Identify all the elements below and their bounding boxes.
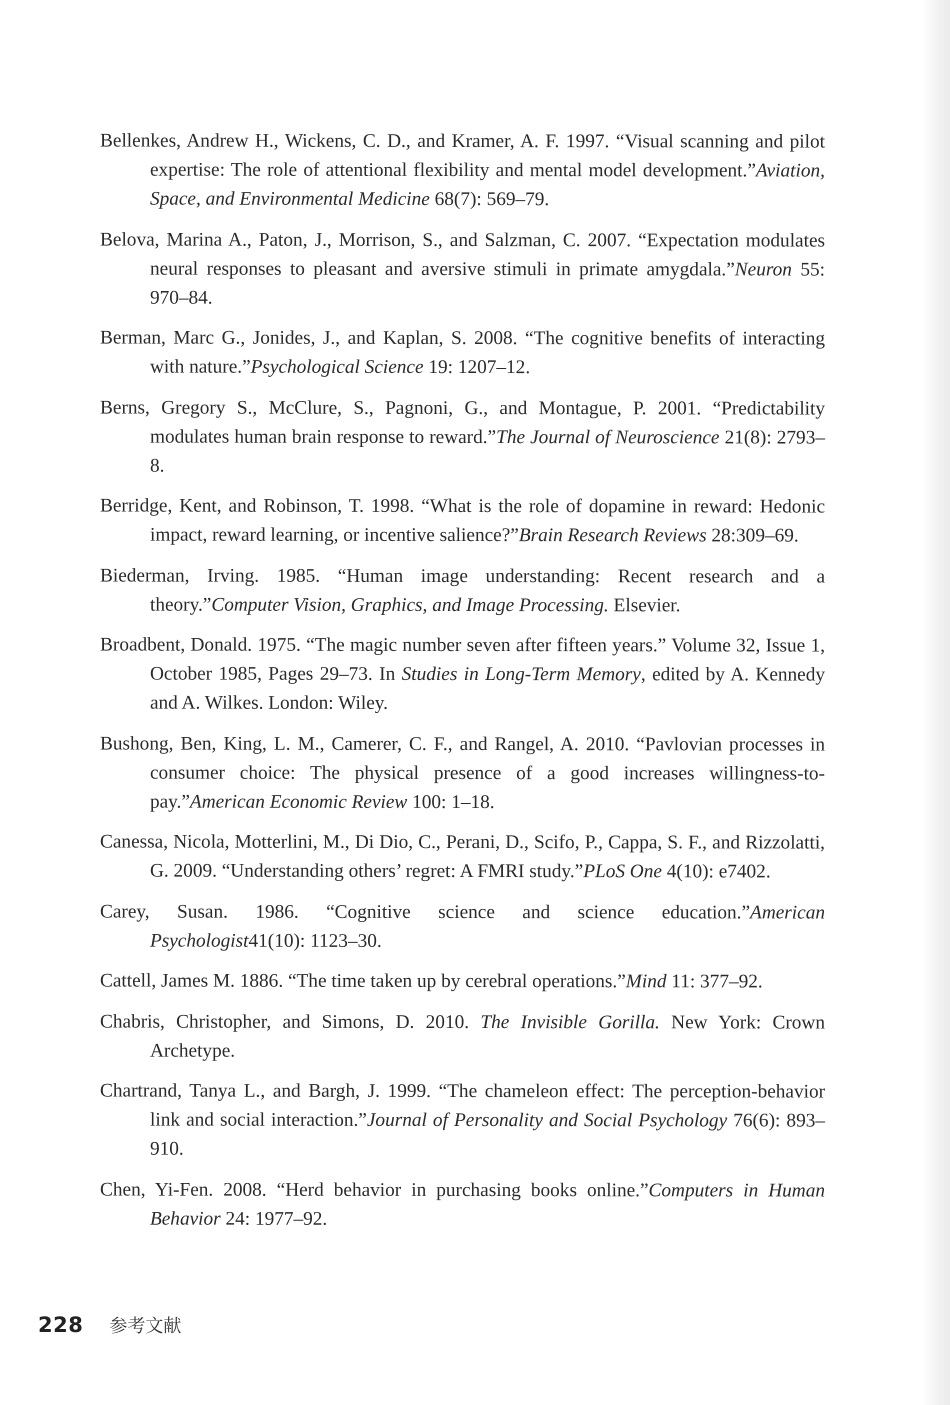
reference-entry: Biederman, Irving. 1985. “Human image understanding: Recent research and a theory.”Computer Vision, Graphics, and Image Processing. Elsevier. bbox=[100, 564, 826, 616]
reference-entry: Chen, Yi-Fen. 2008. “Herd behavior in purchasing books online.”Computers in Human Behavior 24: 1977–92. bbox=[100, 1178, 826, 1230]
section-label: 参考文献 bbox=[109, 1316, 182, 1337]
reference-entry: Chabris, Christopher, and Simons, D. 2010. The Invisible Gorilla. New York: Crown Archetype. bbox=[100, 1010, 826, 1062]
reference-entry: Berridge, Kent, and Robinson, T. 1998. “What is the role of dopamine in reward: Hedonic impact, reward learning, or incentive salience?”Brain Research Reviews 28:309–69. bbox=[100, 495, 826, 547]
reference-entry: Canessa, Nicola, Motterlini, M., Di Dio, C., Perani, D., Scifo, P., Cappa, S. F., and Rizzolatti, G. 2009. “Understanding others’ regret: A FMRI study.”PLoS One 4(10): e7402. bbox=[100, 831, 826, 883]
reference-entry: Broadbent, Donald. 1975. “The magic number seven after fifteen years.” Volume 32, Issue 1, October 1985, Pages 29–73. In Studies in Long-Term Memory, edited by A. Kennedy and A. Wilkes. London: Wiley. bbox=[100, 634, 826, 714]
reference-entry: Carey, Susan. 1986. “Cognitive science and science education.”American Psychologist41(10): 1123–30. bbox=[100, 900, 826, 952]
reference-entry: Berman, Marc G., Jonides, J., and Kaplan, S. 2008. “The cognitive benefits of interacting with nature.”Psychological Science 19: 1207–12. bbox=[100, 327, 826, 379]
reference-entry: Bellenkes, Andrew H., Wickens, C. D., and Kramer, A. F. 1997. “Visual scanning and pilot expertise: The role of attentional flexibility and mental model development.”Aviation, Space, and Environmental Medicine 68(7): 569–79. bbox=[100, 130, 826, 211]
reference-entry: Belova, Marina A., Paton, J., Morrison, S., and Salzman, C. 2007. “Expectation modulates neural responses to pleasant and aversive stimuli in primate amygdala.”Neuron 55: 970–84. bbox=[100, 228, 826, 309]
page-number: 228 bbox=[38, 1313, 84, 1337]
reference-entry: Berns, Gregory S., McClure, S., Pagnoni, G., and Montague, P. 2001. “Predictability modulates human brain response to reward.”The Journal of Neuroscience 21(8): 2793–8. bbox=[100, 396, 826, 477]
reference-entry: Chartrand, Tanya L., and Bargh, J. 1999. “The chameleon effect: The perception-behavior link and social interaction.”Journal of Personality and Social Psychology 76(6): 893–910. bbox=[100, 1080, 826, 1160]
page-footer bbox=[38, 1312, 181, 1338]
reference-entry: Bushong, Ben, King, L. M., Camerer, C. F., and Rangel, A. 2010. “Pavlovian processes in consumer choice: The physical presence of a good increases willingness-to-pay.”American Economic Review 100: 1–18. bbox=[100, 732, 826, 813]
reference-list bbox=[100, 127, 825, 1245]
reference-entry: Cattell, James M. 1886. “The time taken up by cerebral operations.”Mind 11: 377–92. bbox=[99, 970, 763, 993]
page-edge-shadow bbox=[922, 0, 950, 1405]
